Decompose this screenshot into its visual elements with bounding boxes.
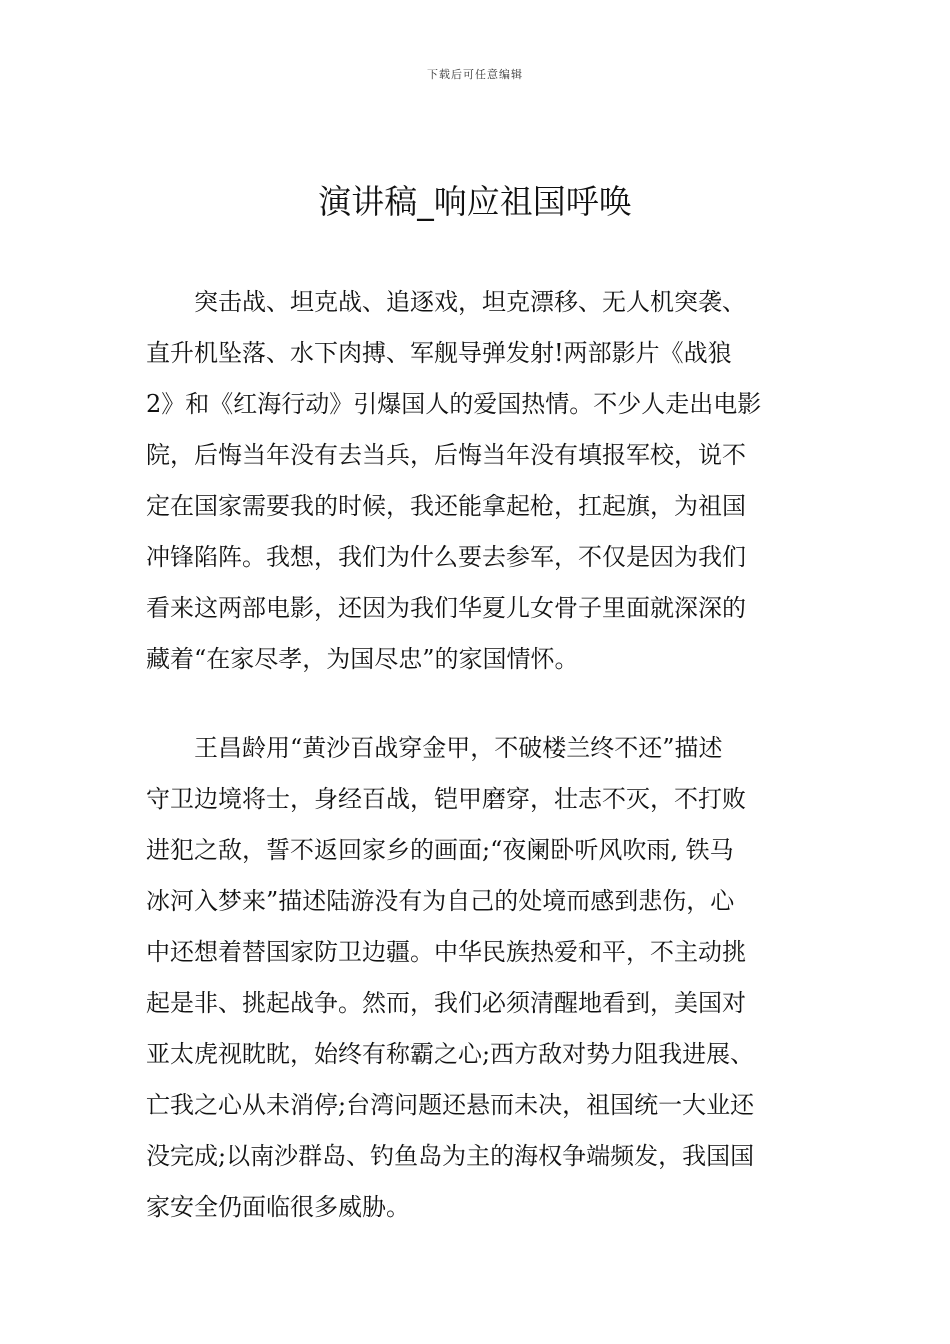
paragraph-line: 王昌龄用“黄沙百战穿金甲，不破楼兰终不还”描述 bbox=[194, 734, 723, 762]
paragraph-line: 中还想着替国家防卫边疆。中华民族热爱和平，不主动挑 bbox=[146, 938, 746, 966]
paragraph-line: 冲锋陷阵。我想，我们为什么要去参军，不仅是因为我们 bbox=[146, 543, 746, 571]
paragraph-line: 进犯之敌，誓不返回家乡的画面;“夜阑卧听风吹雨, 铁马 bbox=[146, 836, 734, 864]
paragraph-line: 定在国家需要我的时候，我还能拿起枪，扛起旗，为祖国 bbox=[146, 492, 746, 520]
paragraph-line: 家安全仍面临很多威胁。 bbox=[146, 1193, 410, 1221]
paragraph-line: 冰河入梦来”描述陆游没有为自己的处境而感到悲伤，心 bbox=[146, 887, 735, 915]
paragraph-line: 起是非、挑起战争。然而，我们必须清醒地看到，美国对 bbox=[146, 989, 746, 1017]
paragraph-line: 直升机坠落、水下肉搏、军舰导弹发射!两部影片《战狼 bbox=[146, 339, 732, 367]
paragraph-line: 藏着“在家尽孝，为国尽忠”的家国情怀。 bbox=[146, 645, 579, 673]
header-note: 下载后可任意编辑 bbox=[427, 68, 523, 81]
paragraph-line: 院，后悔当年没有去当兵，后悔当年没有填报军校，说不 bbox=[146, 441, 746, 469]
paragraph-2 bbox=[146, 723, 806, 1233]
paragraph-line: 没完成;以南沙群岛、钓鱼岛为主的海权争端频发，我国国 bbox=[146, 1142, 755, 1170]
document-title: 演讲稿_响应祖国呼唤 bbox=[318, 182, 632, 221]
paragraph-line: 2》和《红海行动》引爆国人的爱国热情。不少人走出电影 bbox=[146, 390, 762, 418]
paragraph-line: 守卫边境将士，身经百战，铠甲磨穿，壮志不灭，不打败 bbox=[146, 785, 746, 813]
paragraph-1 bbox=[146, 277, 806, 685]
paragraph-line: 亚太虎视眈眈，始终有称霸之心;西方敌对势力阻我进展、 bbox=[146, 1040, 755, 1068]
paragraph-line: 突击战、坦克战、追逐戏，坦克漂移、无人机突袭、 bbox=[194, 288, 746, 316]
paragraph-line: 看来这两部电影，还因为我们华夏儿女骨子里面就深深的 bbox=[146, 594, 746, 622]
paragraph-line: 亡我之心从未消停;台湾问题还悬而未决，祖国统一大业还 bbox=[146, 1091, 755, 1119]
